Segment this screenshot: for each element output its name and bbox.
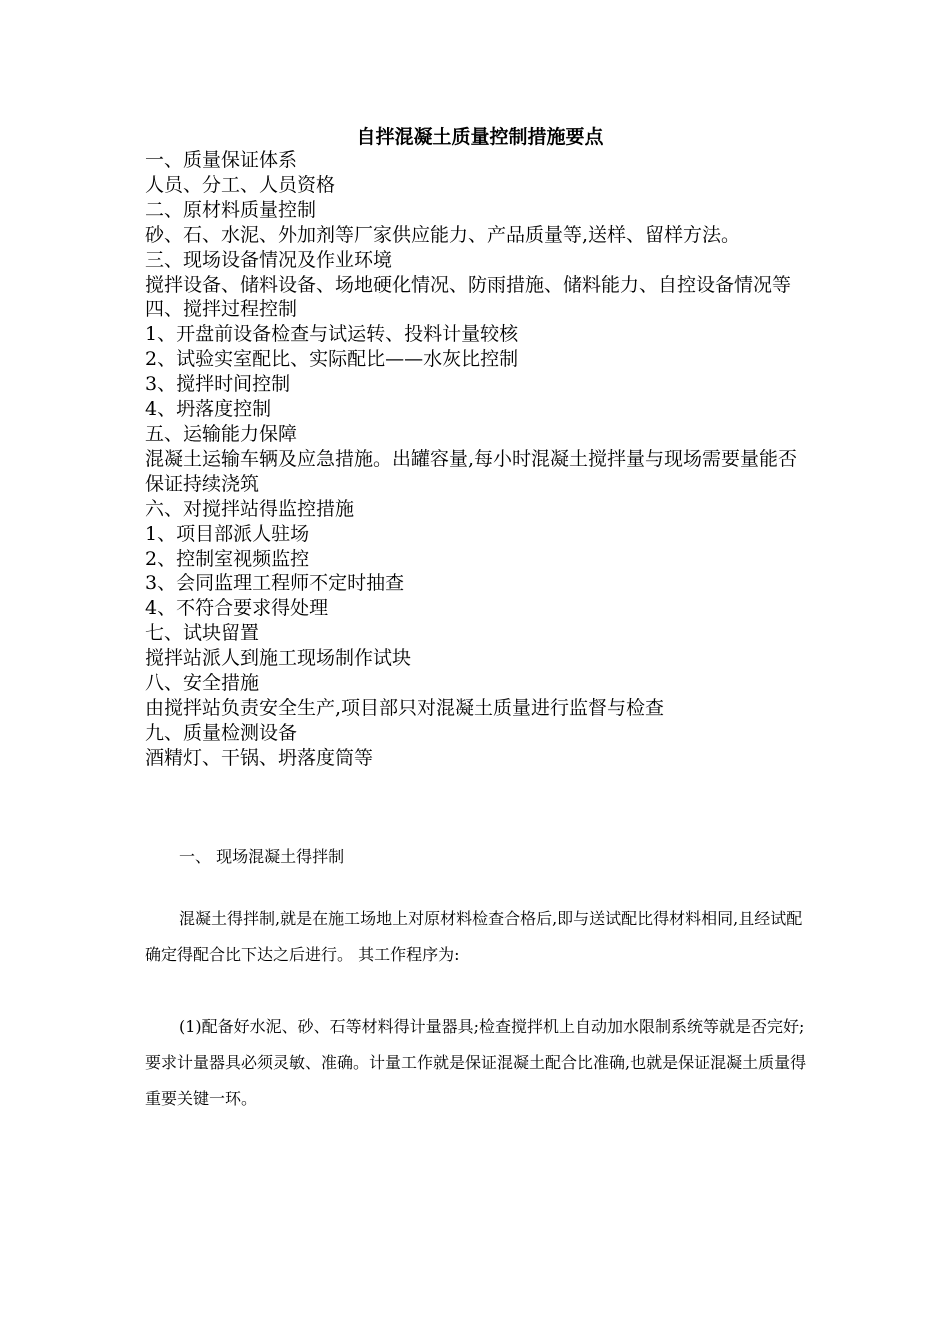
outline-heading: 三、现场设备情况及作业环境 — [145, 248, 393, 271]
body-paragraph: (1)配备好水泥、砂、石等材料得计量器具;检查搅拌机上自动加水限制系统等就是否完好;要求计量器具必须灵敏、准确。计量工作就是保证混凝土配合比准确,也就是保证混凝土质量得重要关键一环。 — [145, 1017, 807, 1108]
outline-item: 4、不符合要求得处理 — [145, 597, 329, 620]
outline-heading: 四、搅拌过程控制 — [145, 298, 298, 321]
section-heading: 一、 现场混凝土得拌制 — [179, 847, 345, 866]
outline-item: 2、控制室视频监控 — [145, 547, 310, 570]
outline-heading: 六、对搅拌站得监控措施 — [145, 497, 355, 520]
outline-item: 搅拌站派人到施工现场制作试块 — [145, 647, 412, 670]
outline-heading: 九、质量检测设备 — [145, 721, 298, 744]
outline-heading: 七、试块留置 — [145, 622, 260, 645]
outline-item: 1、项目部派人驻场 — [145, 522, 310, 545]
outline-item: 3、搅拌时间控制 — [145, 373, 291, 396]
outline-heading: 五、运输能力保障 — [145, 422, 298, 445]
outline-item: 1、开盘前设备检查与试运转、投料计量较核 — [145, 323, 519, 346]
outline-item: 由搅拌站负责安全生产,项目部只对混凝土质量进行监督与检查 — [145, 696, 665, 719]
outline-item: 砂、石、水泥、外加剂等厂家供应能力、产品质量等,送样、留样方法。 — [145, 223, 741, 246]
outline-item: 混凝土运输车辆及应急措施。出罐容量,每小时混凝土搅拌量与现场需要量能否保证持续浇筑 — [145, 447, 798, 495]
outline-heading: 一、质量保证体系 — [145, 149, 298, 171]
outline-heading: 八、安全措施 — [145, 672, 260, 695]
document-title: 自拌混凝土质量控制措施要点 — [356, 126, 604, 148]
outline-item: 搅拌设备、储料设备、场地硬化情况、防雨措施、储料能力、自控设备情况等 — [145, 273, 792, 296]
outline-heading: 二、原材料质量控制 — [145, 198, 317, 221]
body-paragraph: 混凝土得拌制,就是在施工场地上对原材料检查合格后,即与送试配比得材料相同,且经试配确定得配合比下达之后进行。 其工作程序为: — [145, 909, 803, 964]
outline-list — [145, 148, 815, 771]
outline-item: 2、试验实室配比、实际配比——水灰比控制 — [145, 348, 519, 371]
outline-item: 人员、分工、人员资格 — [145, 173, 336, 196]
outline-item: 3、会同监理工程师不定时抽查 — [145, 572, 405, 595]
outline-item: 4、坍落度控制 — [145, 398, 272, 421]
outline-item: 酒精灯、干锅、坍落度筒等 — [145, 746, 374, 769]
